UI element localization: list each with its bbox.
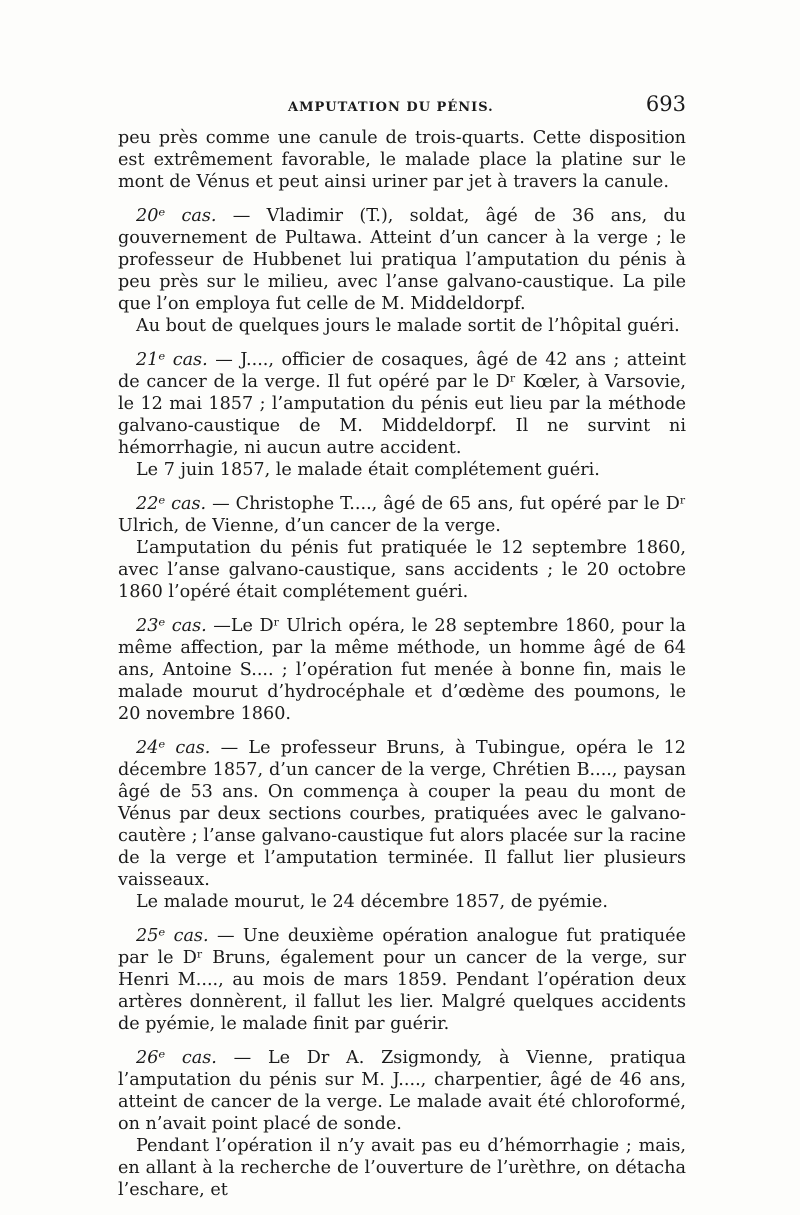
paragraph-text: peu près comme une canule de trois-quarts. Cette disposition est extrêmement favorable, le malade place la platine sur le mont de Vénus et peut ainsi uriner par jet à travers la canule. xyxy=(118,128,686,192)
paragraph-text: —Le Dʳ Ulrich opéra, le 28 septembre 1860, pour la même affection, par la même méthode, un homme âgé de 64 ans, Antoine S.... ; l’opération fut menée à bonne fin, mais le malade mourut d’hydrocéphale et d’œdème des poumons, le 20 novembre 1860. xyxy=(118,616,687,724)
case-label: 20ᵉ cas. xyxy=(136,206,217,226)
paragraph-case-21 xyxy=(118,349,686,459)
paragraph-case-24-outcome xyxy=(118,891,686,913)
case-label: 23ᵉ cas. xyxy=(136,616,207,636)
body-text xyxy=(118,127,686,1201)
running-head: AMPUTATION DU PÉNIS. xyxy=(288,100,494,115)
paragraph-case-26-continued xyxy=(118,1135,686,1201)
page-number: 693 xyxy=(645,92,686,116)
paragraph-text: — Une deuxième opération analogue fut pratiquée par le Dʳ Bruns, également pour un cancer de la verge, sur Henri M...., au mois de mars 1859. Pendant l’opération deux artères donnèrent, il fallut les lier. Malgré quelques accidents de pyémie, le malade finit par guérir. xyxy=(118,926,687,1034)
case-label: 26ᵉ cas. xyxy=(136,1048,217,1068)
paragraph-text: — Le professeur Bruns, à Tubingue, opéra le 12 décembre 1857, d’un cancer de la verge, Chrétien B...., paysan âgé de 53 ans. On commença à couper la peau du mont de Vénus par deux sections courbes, pratiquées avec le galvano-cautère ; l’anse galvano-caustique fut alors placée sur la racine de la verge et l’amputation terminée. Il fallut lier plusieurs vaisseaux. xyxy=(118,738,687,890)
paragraph-case-22-outcome xyxy=(118,537,686,603)
paragraph-text: Le malade mourut, le 24 décembre 1857, de pyémie. xyxy=(136,892,608,912)
case-label: 22ᵉ cas. xyxy=(136,494,207,514)
paragraph-text: Au bout de quelques jours le malade sortit de l’hôpital guéri. xyxy=(136,316,680,336)
paragraph-text: Le 7 juin 1857, le malade était complétement guéri. xyxy=(136,460,600,480)
page-header xyxy=(118,92,686,128)
paragraph-case-23 xyxy=(118,615,686,725)
case-label: 24ᵉ cas. xyxy=(136,738,211,758)
paragraph-text: — Vladimir (T.), soldat, âgé de 36 ans, du gouvernement de Pultawa. Atteint d’un cancer à la verge ; le professeur de Hubbenet lui pratiqua l’amputation du pénis à peu près sur le milieu, avec l’anse galvano-caustique. La pile que l’on employa fut celle de M. Middeldorpf. xyxy=(118,206,687,314)
paragraph-intro xyxy=(118,127,686,193)
paragraph-case-20 xyxy=(118,205,686,315)
paragraph-case-24 xyxy=(118,737,686,891)
paragraph-case-26 xyxy=(118,1047,686,1135)
paragraph-text: — J...., officier de cosaques, âgé de 42 ans ; atteint de cancer de la verge. Il fut opéré par le Dʳ Kœler, à Varsovie, le 12 mai 1857 ; l’amputation du pénis eut lieu par la méthode galvano-caustique de M. Middeldorpf. Il ne survint ni hémorrhagie, ni aucun autre accident. xyxy=(118,350,687,458)
case-label: 21ᵉ cas. xyxy=(136,350,208,370)
paragraph-case-25 xyxy=(118,925,686,1035)
paragraph-text: — Le Dr A. Zsigmondy, à Vienne, pratiqua l’amputation du pénis sur M. J...., charpentier, âgé de 46 ans, atteint de cancer de la verge. Le malade avait été chloroformé, on n’avait point placé de sonde. xyxy=(118,1048,687,1134)
paragraph-text: — Christophe T...., âgé de 65 ans, fut opéré par le Dʳ Ulrich, de Vienne, d’un cancer de la verge. xyxy=(118,494,687,536)
paragraph-case-20-outcome xyxy=(118,315,686,337)
paragraph-text: Pendant l’opération il n’y avait pas eu d’hémorrhagie ; mais, en allant à la recherche de l’ouverture de l’urèthre, on détacha l’eschare, et xyxy=(118,1136,686,1200)
paragraph-case-22 xyxy=(118,493,686,537)
paragraph-case-21-outcome xyxy=(118,459,686,481)
case-label: 25ᵉ cas. xyxy=(136,926,209,946)
paragraph-text: L’amputation du pénis fut pratiquée le 12 septembre 1860, avec l’anse galvano-caustique, sans accidents ; le 20 octobre 1860 l’opéré était complétement guéri. xyxy=(118,538,686,602)
